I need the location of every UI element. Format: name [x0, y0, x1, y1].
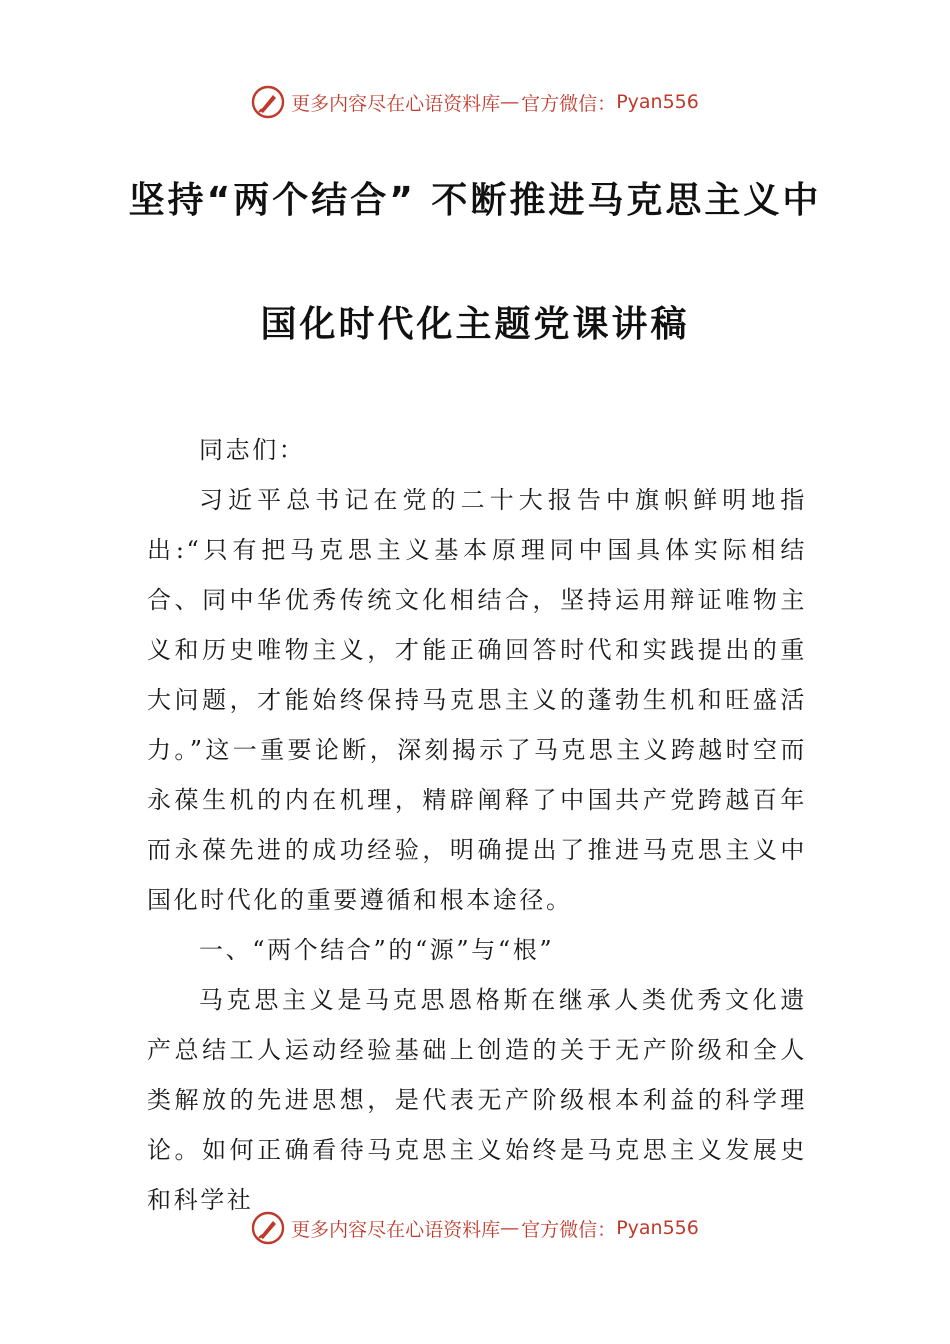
pen-logo-icon [251, 1211, 285, 1245]
pen-logo-icon [251, 85, 285, 119]
greeting: 同志们： [199, 436, 306, 464]
banner-separator: — [500, 91, 520, 113]
paragraph-2: 马克思主义是马克思恩格斯在继承人类优秀文化遗产总结工人运动经验基础上创造的关于无产阶级和全人类解放的先进思想，是代表无产阶级根本利益的科学理论。如何正确看待马克思主义始终是马克思主义发展史和科学社 [147, 986, 807, 1214]
section-1-heading: 一、“两个结合”的“源”与“根” [199, 936, 555, 964]
banner-wechat-label: 官方微信： [521, 1218, 617, 1241]
banner-wechat-id: Pyan556 [616, 91, 699, 113]
document-body [147, 425, 807, 1225]
header-watermark-banner [0, 82, 950, 122]
footer-watermark-banner [0, 1208, 950, 1248]
banner-separator: — [500, 1217, 520, 1239]
document-title-line-1: 坚持“两个结合” 不断推进马克思主义中 [128, 180, 822, 221]
paragraph-1: 习近平总书记在党的二十大报告中旗帜鲜明地指出:“只有把马克思主义基本原理同中国具体实际相结合、同中华优秀传统文化相结合，坚持运用辩证唯物主义和历史唯物主义，才能正确回答时代和实践提出的重大问题，才能始终保持马克思主义的蓬勃生机和旺盛活力。”这一重要论断，深刻揭示了马克思主义跨越时空而永葆生机的内在机理，精辟阐释了中国共产党跨越百年而永葆先进的成功经验，明确提出了推进马克思主义中国化时代化的重要遵循和根本途径。 [147, 486, 807, 914]
banner-text: 更多内容尽在心语资料库 [291, 1218, 501, 1241]
banner-text: 更多内容尽在心语资料库 [291, 92, 501, 115]
document-title-line-2: 国化时代化主题党课讲稿 [260, 304, 690, 345]
banner-wechat-id: Pyan556 [616, 1217, 699, 1239]
banner-wechat-label: 官方微信： [521, 92, 617, 115]
